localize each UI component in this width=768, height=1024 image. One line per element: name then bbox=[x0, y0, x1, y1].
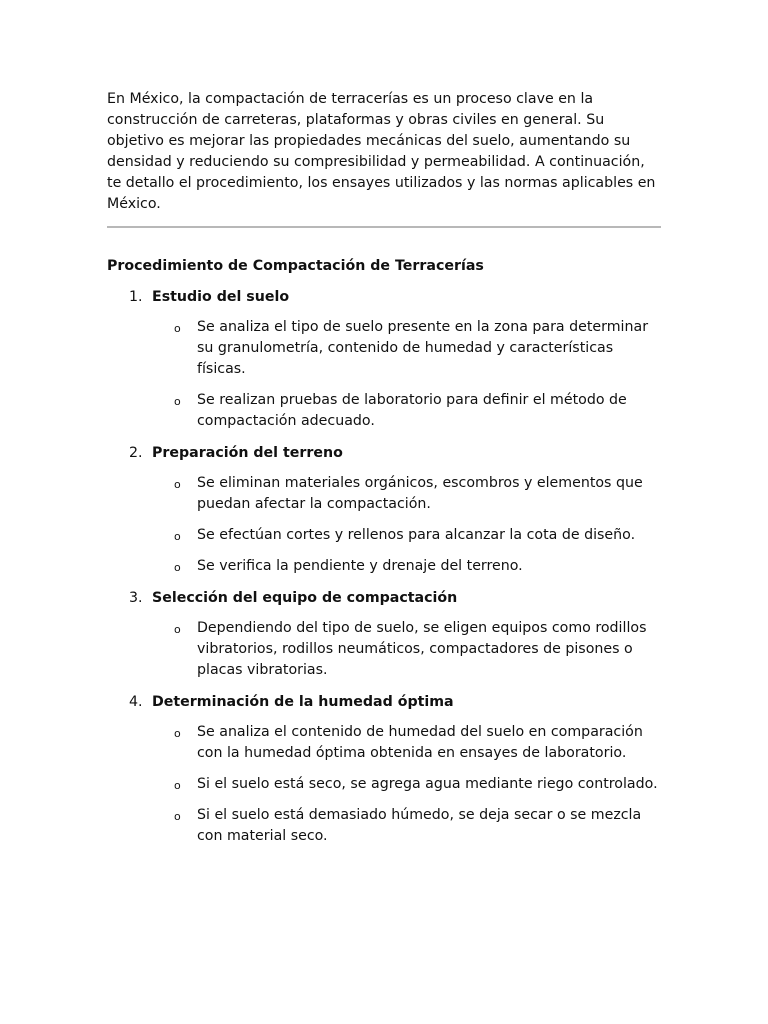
bullet-text: Se efectúan cortes y rellenos para alcanzar la cota de diseño. bbox=[197, 527, 636, 543]
bullet-marker-icon: o bbox=[174, 530, 181, 543]
bullet-item bbox=[107, 556, 661, 577]
bullet-item bbox=[107, 317, 661, 380]
bullet-item bbox=[107, 722, 661, 764]
bullet-marker-icon: o bbox=[174, 322, 181, 335]
step-number: 2. bbox=[129, 445, 143, 461]
section-heading: Procedimiento de Compactación de Terracerías bbox=[107, 258, 484, 274]
bullet-text: Se analiza el contenido de humedad del suelo en comparación con la humedad óptima obtenida en ensayes de laboratorio. bbox=[197, 724, 643, 761]
bullet-list bbox=[107, 473, 661, 577]
bullet-marker-icon: o bbox=[174, 395, 181, 408]
step-title: Determinación de la humedad óptima bbox=[152, 694, 454, 710]
bullet-item bbox=[107, 618, 661, 681]
bullet-item bbox=[107, 525, 661, 546]
bullet-item bbox=[107, 774, 661, 795]
bullet-text: Dependiendo del tipo de suelo, se eligen equipos como rodillos vibratorios, rodillos neumáticos, compactadores de pisones o placas vibratorias. bbox=[197, 620, 647, 678]
step-item bbox=[107, 443, 661, 577]
bullet-text: Si el suelo está demasiado húmedo, se deja secar o se mezcla con material seco. bbox=[197, 807, 642, 844]
intro-paragraph: En México, la compactación de terracerías es un proceso clave en la construcción de carreteras, plataformas y obras civiles en general. Su objetivo es mejorar las propiedades mecánicas del suelo, aumentando su densidad y reduciendo su compresibilidad y permeabilidad. A continuación, te detallo el procedimiento, los ensayes utilizados y las normas aplicables en México. bbox=[107, 91, 656, 212]
bullet-item bbox=[107, 805, 661, 847]
bullet-marker-icon: o bbox=[174, 779, 181, 792]
step-item bbox=[107, 588, 661, 681]
step-title: Preparación del terreno bbox=[152, 445, 343, 461]
step-number: 3. bbox=[129, 590, 143, 606]
bullet-text: Se analiza el tipo de suelo presente en la zona para determinar su granulometría, contenido de humedad y características físicas. bbox=[197, 319, 649, 377]
bullet-text: Se verifica la pendiente y drenaje del terreno. bbox=[197, 558, 523, 574]
bullet-list bbox=[107, 317, 661, 432]
bullet-marker-icon: o bbox=[174, 478, 181, 491]
bullet-text: Se realizan pruebas de laboratorio para definir el método de compactación adecuado. bbox=[197, 392, 627, 429]
bullet-text: Si el suelo está seco, se agrega agua mediante riego controlado. bbox=[197, 776, 658, 792]
bullet-item bbox=[107, 390, 661, 432]
step-title: Selección del equipo de compactación bbox=[152, 590, 458, 606]
horizontal-divider bbox=[107, 226, 661, 228]
bullet-list bbox=[107, 618, 661, 681]
step-number: 4. bbox=[129, 694, 143, 710]
bullet-list bbox=[107, 722, 661, 847]
step-item bbox=[107, 287, 661, 432]
bullet-marker-icon: o bbox=[174, 727, 181, 740]
bullet-item bbox=[107, 473, 661, 515]
bullet-marker-icon: o bbox=[174, 561, 181, 574]
step-title: Estudio del suelo bbox=[152, 289, 290, 305]
bullet-marker-icon: o bbox=[174, 810, 181, 823]
bullet-text: Se eliminan materiales orgánicos, escombros y elementos que puedan afectar la compactación. bbox=[197, 475, 643, 512]
document-page bbox=[107, 89, 661, 847]
procedure-steps-list bbox=[107, 287, 661, 847]
step-number: 1. bbox=[129, 289, 143, 305]
step-item bbox=[107, 692, 661, 847]
bullet-marker-icon: o bbox=[174, 623, 181, 636]
